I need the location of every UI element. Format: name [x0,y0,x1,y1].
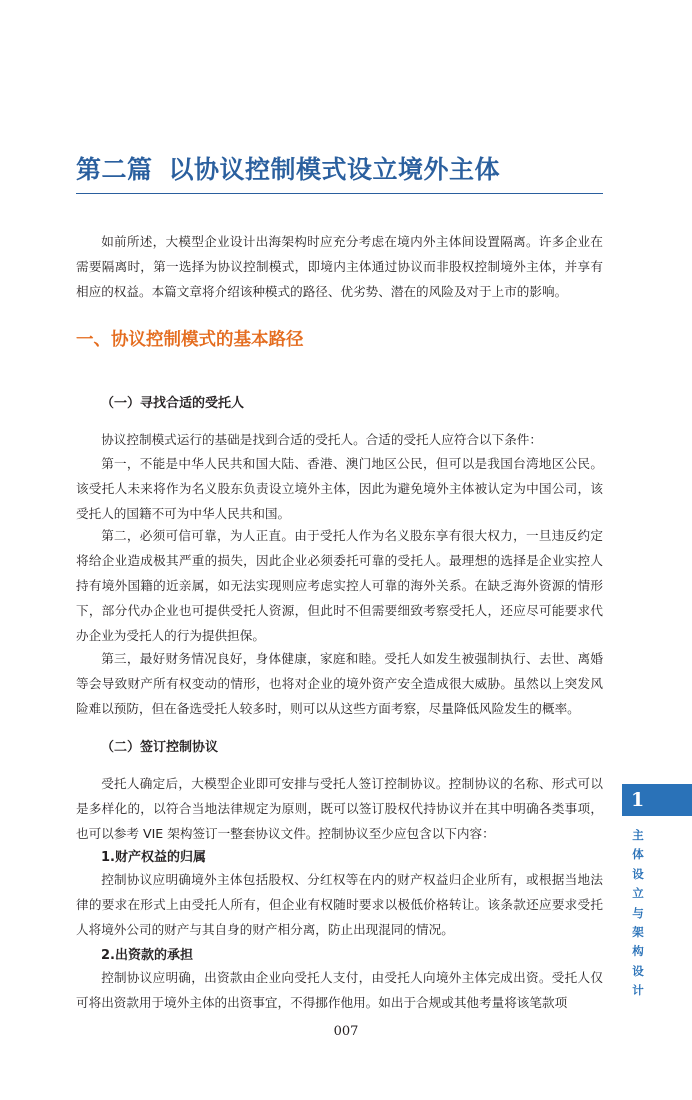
part-title [76,150,606,186]
intro-paragraph: 如前所述，大模型企业设计出海架构时应充分考虑在境内外主体间设置隔离。许多企业在需要隔离时，第一选择为协议控制模式，即境内主体通过协议而非股权控制境外主体，并享有相应的权益。本篇文章将介绍该种模式的路径、优劣势、潜在的风险及对于上市的影响。 [76,234,603,299]
trustee-paragraph-intro: 协议控制模式运行的基础是找到合适的受托人。合适的受托人应符合以下条件： [101,432,542,447]
property-rights-paragraph: 控制协议应明确境外主体包括股权、分红权等在内的财产权益归企业所有，或根据当地法律的要求在形式上由受托人所有，但企业有权随时要求以极低价格转让。该条款还应要求受托人将境外公司的财产与其自身的财产相分离，防止出现混同的情况。 [76,872,603,937]
subsection-heading-agreement: （二）签订控制协议 [101,740,219,755]
trustee-paragraph-third: 第三，最好财务情况良好，身体健康，家庭和睦。受托人如发生被强制执行、去世、离婚等会导致财产所有权变动的情形，也将对企业的境外资产安全造成很大威胁。虽然以上突发风险难以预防，但在备选受托人较多时，则可以从这些方面考察，尽量降低风险发生的概率。 [76,651,603,716]
agreement-paragraph: 受托人确定后，大模型企业即可安排与受托人签订控制协议。控制协议的名称、形式可以是多样化的，以符合当地法律规定为原则，既可以签订股权代持协议并在其中明确各类事项，也可以参考 VIE 架构签订一整套协议文件。控制协议至少应包含以下内容： [76,776,603,841]
title-rule [76,193,603,194]
capital-contribution-paragraph: 控制协议应明确，出资款由企业向受托人支付，由受托人向境外主体完成出资。受托人仅可将出资款用于境外主体的出资事宜，不得挪作他用。如出于合规或其他考量将该笔款项 [76,970,603,1010]
subsection-heading-trustee: （一）寻找合适的受托人 [101,396,245,411]
page-number: 007 [333,1024,359,1039]
part-title-text: 以协议控制模式设立境外主体 [168,155,501,184]
trustee-paragraph-second: 第二，必须可信可靠，为人正直。由于受托人作为名义股东享有很大权力，一旦违反约定将给企业造成极其严重的损失，因此企业必须委托可靠的受托人。最理想的选择是企业实控人持有境外国籍的近亲属，如无法实现则应考虑实控人可靠的海外关系。在缺乏海外资源的情形下，部分代办企业也可提供受托人资源，但此时不但需要细致考察受托人，还应尽可能要求代办企业为受托人的行为提供担保。 [76,528,603,643]
item-heading-capital-contribution: 2.出资款的承担 [101,948,193,963]
section-heading: 一、协议控制模式的基本路径 [76,330,304,350]
item-heading-property-rights: 1.财产权益的归属 [101,850,206,865]
part-label: 第二篇 [76,155,153,184]
trustee-paragraph-first: 第一，不能是中华人民共和国大陆、香港、澳门地区公民，但可以是我国台湾地区公民。该受托人未来将作为名义股东负责设立境外主体，因此为避免境外主体被认定为中国公司，该受托人的国籍不可为中华人民共和国。 [76,456,603,521]
side-tab-label: 主体设立与架构设计 [632,828,644,998]
side-tab-number: 1 [622,784,692,816]
